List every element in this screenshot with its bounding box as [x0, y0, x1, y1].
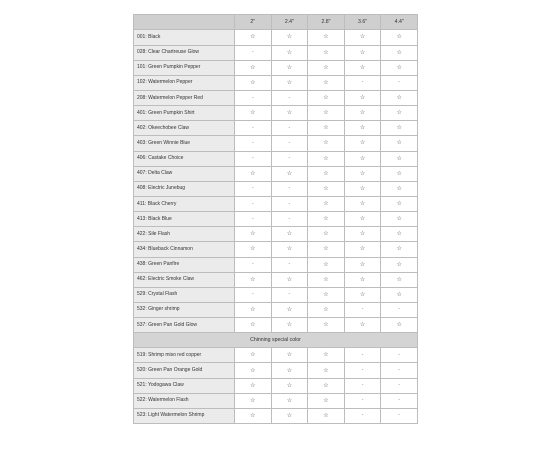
unavailable-mark: -	[235, 136, 272, 151]
table-row	[134, 60, 418, 75]
table-row	[134, 393, 418, 408]
available-star-icon: ☆	[308, 393, 345, 408]
unavailable-mark: -	[235, 212, 272, 227]
available-star-icon: ☆	[271, 166, 308, 181]
available-star-icon: ☆	[344, 257, 381, 272]
available-star-icon: ☆	[308, 242, 345, 257]
color-name-cell: 422: Sile Flash	[134, 227, 235, 242]
color-size-table	[133, 14, 418, 424]
available-star-icon: ☆	[344, 318, 381, 333]
unavailable-mark: -	[344, 348, 381, 363]
available-star-icon: ☆	[235, 318, 272, 333]
available-star-icon: ☆	[381, 242, 418, 257]
header-cell-size: 4.4"	[381, 15, 418, 30]
available-star-icon: ☆	[381, 60, 418, 75]
unavailable-mark: -	[235, 196, 272, 211]
color-name-cell: 028: Clear Chartreuse Glow	[134, 45, 235, 60]
available-star-icon: ☆	[308, 363, 345, 378]
available-star-icon: ☆	[308, 227, 345, 242]
available-star-icon: ☆	[344, 196, 381, 211]
unavailable-mark: -	[344, 363, 381, 378]
available-star-icon: ☆	[235, 302, 272, 317]
available-star-icon: ☆	[308, 60, 345, 75]
section-label: Chinning special color	[134, 333, 418, 348]
available-star-icon: ☆	[308, 348, 345, 363]
unavailable-mark: -	[235, 181, 272, 196]
unavailable-mark: -	[271, 151, 308, 166]
available-star-icon: ☆	[308, 121, 345, 136]
available-star-icon: ☆	[235, 393, 272, 408]
unavailable-mark: -	[381, 302, 418, 317]
table-row	[134, 136, 418, 151]
table-row	[134, 106, 418, 121]
color-name-cell: 403: Green Winnie Blue	[134, 136, 235, 151]
header-row	[134, 15, 418, 30]
unavailable-mark: -	[271, 136, 308, 151]
available-star-icon: ☆	[271, 348, 308, 363]
available-star-icon: ☆	[344, 272, 381, 287]
color-name-cell: 520: Green Pan Orange Gold	[134, 363, 235, 378]
available-star-icon: ☆	[235, 242, 272, 257]
header-cell-size: 2.4"	[271, 15, 308, 30]
unavailable-mark: -	[271, 181, 308, 196]
available-star-icon: ☆	[235, 378, 272, 393]
unavailable-mark: -	[235, 45, 272, 60]
unavailable-mark: -	[344, 75, 381, 90]
available-star-icon: ☆	[271, 75, 308, 90]
available-star-icon: ☆	[381, 121, 418, 136]
available-star-icon: ☆	[271, 60, 308, 75]
available-star-icon: ☆	[308, 257, 345, 272]
available-star-icon: ☆	[308, 272, 345, 287]
available-star-icon: ☆	[308, 45, 345, 60]
available-star-icon: ☆	[308, 151, 345, 166]
unavailable-mark: -	[235, 151, 272, 166]
available-star-icon: ☆	[381, 272, 418, 287]
available-star-icon: ☆	[235, 75, 272, 90]
header-cell-color	[134, 15, 235, 30]
color-name-cell: 408: Electric Junebug	[134, 181, 235, 196]
color-name-cell: 532: Ginger shrimp	[134, 302, 235, 317]
available-star-icon: ☆	[308, 287, 345, 302]
table-header	[134, 15, 418, 30]
available-star-icon: ☆	[344, 212, 381, 227]
available-star-icon: ☆	[271, 302, 308, 317]
available-star-icon: ☆	[235, 408, 272, 423]
available-star-icon: ☆	[235, 227, 272, 242]
available-star-icon: ☆	[381, 30, 418, 45]
available-star-icon: ☆	[308, 106, 345, 121]
color-name-cell: 411: Black Cherry	[134, 196, 235, 211]
available-star-icon: ☆	[344, 30, 381, 45]
available-star-icon: ☆	[271, 393, 308, 408]
available-star-icon: ☆	[308, 318, 345, 333]
available-star-icon: ☆	[381, 181, 418, 196]
unavailable-mark: -	[235, 257, 272, 272]
available-star-icon: ☆	[235, 348, 272, 363]
table-row	[134, 212, 418, 227]
table-body	[134, 30, 418, 424]
header-cell-size: 2"	[235, 15, 272, 30]
table-row	[134, 318, 418, 333]
unavailable-mark: -	[271, 257, 308, 272]
color-name-cell: 462: Electric Smoke Claw	[134, 272, 235, 287]
color-name-cell: 537: Green Pan Gold Glow	[134, 318, 235, 333]
unavailable-mark: -	[381, 408, 418, 423]
color-size-table-container	[133, 14, 417, 424]
available-star-icon: ☆	[235, 166, 272, 181]
available-star-icon: ☆	[381, 45, 418, 60]
table-row	[134, 302, 418, 317]
table-row	[134, 196, 418, 211]
available-star-icon: ☆	[235, 272, 272, 287]
available-star-icon: ☆	[344, 181, 381, 196]
unavailable-mark: -	[344, 378, 381, 393]
available-star-icon: ☆	[271, 363, 308, 378]
unavailable-mark: -	[271, 121, 308, 136]
available-star-icon: ☆	[344, 166, 381, 181]
available-star-icon: ☆	[344, 242, 381, 257]
available-star-icon: ☆	[381, 166, 418, 181]
available-star-icon: ☆	[381, 196, 418, 211]
available-star-icon: ☆	[308, 196, 345, 211]
available-star-icon: ☆	[381, 212, 418, 227]
available-star-icon: ☆	[344, 60, 381, 75]
available-star-icon: ☆	[381, 227, 418, 242]
available-star-icon: ☆	[308, 408, 345, 423]
unavailable-mark: -	[381, 378, 418, 393]
available-star-icon: ☆	[344, 287, 381, 302]
available-star-icon: ☆	[271, 45, 308, 60]
color-name-cell: 434: Blueback Cinnamon	[134, 242, 235, 257]
available-star-icon: ☆	[381, 106, 418, 121]
available-star-icon: ☆	[235, 30, 272, 45]
color-name-cell: 402: Okeechobee Claw	[134, 121, 235, 136]
color-name-cell: 521: Yodogawa Claw	[134, 378, 235, 393]
available-star-icon: ☆	[271, 318, 308, 333]
available-star-icon: ☆	[381, 136, 418, 151]
table-row	[134, 408, 418, 423]
available-star-icon: ☆	[308, 30, 345, 45]
unavailable-mark: -	[381, 348, 418, 363]
table-row	[134, 348, 418, 363]
unavailable-mark: -	[381, 363, 418, 378]
available-star-icon: ☆	[308, 181, 345, 196]
available-star-icon: ☆	[235, 363, 272, 378]
table-row	[134, 257, 418, 272]
table-row	[134, 287, 418, 302]
table-row	[134, 242, 418, 257]
available-star-icon: ☆	[308, 166, 345, 181]
available-star-icon: ☆	[308, 136, 345, 151]
available-star-icon: ☆	[344, 136, 381, 151]
available-star-icon: ☆	[235, 106, 272, 121]
available-star-icon: ☆	[271, 106, 308, 121]
unavailable-mark: -	[344, 393, 381, 408]
table-row	[134, 151, 418, 166]
unavailable-mark: -	[381, 393, 418, 408]
color-name-cell: 529: Crystal Flash	[134, 287, 235, 302]
color-name-cell: 101: Green Pumpkin Pepper	[134, 60, 235, 75]
unavailable-mark: -	[271, 90, 308, 105]
color-name-cell: 208: Watermelon Pepper Red	[134, 90, 235, 105]
table-row	[134, 121, 418, 136]
available-star-icon: ☆	[344, 227, 381, 242]
table-row	[134, 378, 418, 393]
color-name-cell: 407: Delta Claw	[134, 166, 235, 181]
available-star-icon: ☆	[344, 151, 381, 166]
available-star-icon: ☆	[381, 90, 418, 105]
available-star-icon: ☆	[271, 30, 308, 45]
unavailable-mark: -	[235, 287, 272, 302]
color-name-cell: 523: Light Watermelon Shrimp	[134, 408, 235, 423]
available-star-icon: ☆	[308, 212, 345, 227]
available-star-icon: ☆	[271, 272, 308, 287]
table-row	[134, 75, 418, 90]
available-star-icon: ☆	[344, 121, 381, 136]
available-star-icon: ☆	[308, 378, 345, 393]
table-row	[134, 90, 418, 105]
table-row	[134, 30, 418, 45]
section-header-row	[134, 333, 418, 348]
available-star-icon: ☆	[308, 75, 345, 90]
unavailable-mark: -	[235, 121, 272, 136]
color-name-cell: 001: Black	[134, 30, 235, 45]
color-name-cell: 519: Shrimp miso red copper	[134, 348, 235, 363]
color-name-cell: 401: Green Pumpkin Shirt	[134, 106, 235, 121]
color-name-cell: 406: Castake Choice	[134, 151, 235, 166]
unavailable-mark: -	[344, 302, 381, 317]
available-star-icon: ☆	[271, 408, 308, 423]
color-name-cell: 522: Watermelon Flash	[134, 393, 235, 408]
unavailable-mark: -	[344, 408, 381, 423]
unavailable-mark: -	[271, 287, 308, 302]
unavailable-mark: -	[271, 196, 308, 211]
unavailable-mark: -	[271, 212, 308, 227]
available-star-icon: ☆	[271, 242, 308, 257]
color-name-cell: 102: Watermelon Pepper	[134, 75, 235, 90]
unavailable-mark: -	[381, 75, 418, 90]
table-row	[134, 272, 418, 287]
unavailable-mark: -	[235, 90, 272, 105]
color-name-cell: 413: Black Blue	[134, 212, 235, 227]
header-cell-size: 3.6"	[344, 15, 381, 30]
available-star-icon: ☆	[271, 378, 308, 393]
available-star-icon: ☆	[381, 151, 418, 166]
available-star-icon: ☆	[235, 60, 272, 75]
table-row	[134, 227, 418, 242]
available-star-icon: ☆	[381, 257, 418, 272]
available-star-icon: ☆	[344, 90, 381, 105]
available-star-icon: ☆	[381, 318, 418, 333]
available-star-icon: ☆	[344, 106, 381, 121]
available-star-icon: ☆	[308, 302, 345, 317]
table-row	[134, 181, 418, 196]
color-name-cell: 438: Green Panfire	[134, 257, 235, 272]
header-cell-size: 2.8"	[308, 15, 345, 30]
available-star-icon: ☆	[344, 45, 381, 60]
table-row	[134, 45, 418, 60]
available-star-icon: ☆	[271, 227, 308, 242]
table-row	[134, 166, 418, 181]
available-star-icon: ☆	[308, 90, 345, 105]
available-star-icon: ☆	[381, 287, 418, 302]
table-row	[134, 363, 418, 378]
